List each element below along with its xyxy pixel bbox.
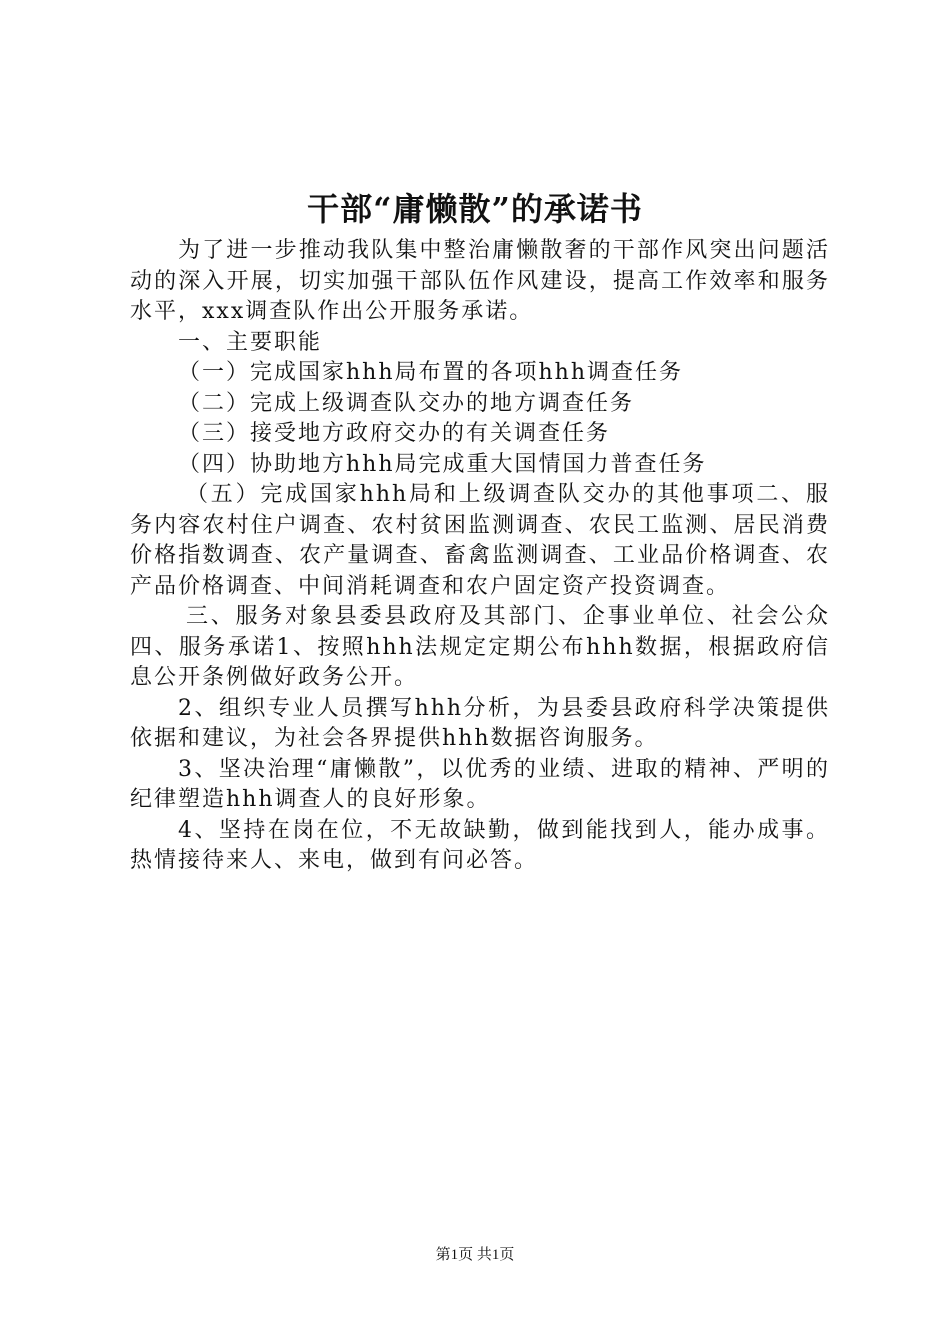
- commitment-4: 4、坚持在岗在位，不无故缺勤，做到能找到人，能办成事。热情接待来人、来电，做到有问必答。: [130, 817, 830, 873]
- page-number-footer: 第1页 共1页: [435, 1247, 515, 1263]
- commitment-3: 3、坚决治理“庸懒散”，以优秀的业绩、进取的精神、严明的纪律塑造hhh调查人的良好形象。: [130, 756, 830, 812]
- section-heading-main-duties: 一、主要职能: [178, 329, 323, 355]
- duty-item-3: （三）接受地方政府交办的有关调查任务: [178, 421, 611, 446]
- document-title: 干部“庸懒散”的承诺书: [307, 190, 643, 228]
- duty-item-4: （四）协助地方hhh局完成重大国情国力普查任务: [178, 451, 707, 477]
- service-targets-and-commitment-1: 三、服务对象县委县政府及其部门、企事业单位、社会公众四、服务承诺1、按照hhh法规定定期公布hhh数据，根据政府信息公开条例做好政务公开。: [130, 604, 830, 690]
- document-body: [130, 236, 830, 877]
- intro-paragraph: 为了进一步推动我队集中整治庸懒散奢的干部作风突出问题活动的深入开展，切实加强干部队伍作风建设，提高工作效率和服务水平，xxx调查队作出公开服务承诺。: [130, 238, 830, 324]
- duty-item-2: （二）完成上级调查队交办的地方调查任务: [178, 390, 635, 416]
- duty-item-5-and-service-content: （五）完成国家hhh局和上级调查队交办的其他事项二、服务内容农村住户调查、农村贫困监测调查、农民工监测、居民消费价格指数调查、农产量调查、畜禽监测调查、工业品价格调查、农产品价格调查、中间消耗调查和农户固定资产投资调查。: [130, 482, 830, 599]
- duty-item-1: （一）完成国家hhh局布置的各项hhh调查任务: [178, 360, 684, 385]
- commitment-2: 2、组织专业人员撰写hhh分析，为县委县政府科学决策提供依据和建议，为社会各界提供hhh数据咨询服务。: [130, 695, 830, 751]
